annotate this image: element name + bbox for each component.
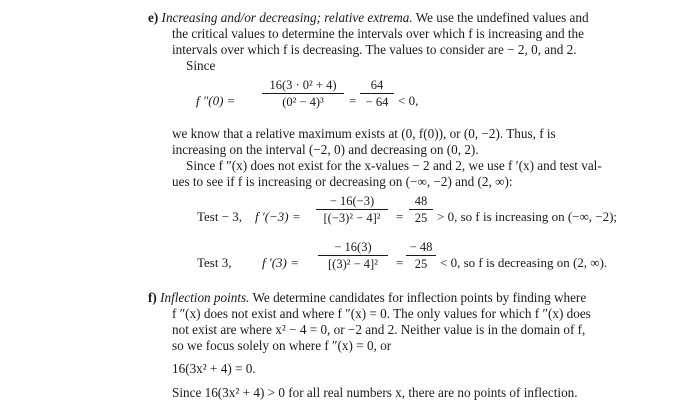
section-e-since: Since — [186, 58, 216, 73]
fraction-bar — [360, 93, 394, 94]
section-f-line4: so we focus solely on where f ″(x) = 0, or — [172, 338, 392, 353]
test2-denominator-2: 25 — [414, 257, 428, 271]
test1-label: Test − 3, — [197, 209, 243, 224]
section-f-line1: We determine candidates for inflection points by finding where — [249, 290, 587, 305]
eq1-fraction-2 — [360, 78, 394, 109]
section-e-line3: intervals over which f is decreasing. The values to consider are − 2, 0, and 2. — [172, 42, 577, 57]
section-f-first-line — [148, 290, 586, 305]
section-f-equation: 16(3x² + 4) = 0. — [172, 361, 256, 376]
fraction-bar — [262, 93, 344, 94]
test2-label: Test 3, — [197, 255, 232, 270]
test2-numerator-1: − 16(3) — [334, 240, 372, 254]
eq1-denominator-1: (0² − 4)³ — [282, 95, 324, 109]
test1-numerator-1: − 16(−3) — [329, 194, 375, 208]
fraction-bar — [318, 255, 388, 256]
test2-numerator-2: − 48 — [409, 240, 433, 254]
section-e-line5: increasing on the interval (−2, 0) and decreasing on (0, 2). — [172, 142, 479, 157]
eq1-denominator-2: − 64 — [365, 95, 389, 109]
section-e-line2: the critical values to determine the intervals over which f is increasing and the — [172, 26, 584, 41]
test1-denominator-1: [(−3)² − 4]² — [323, 211, 381, 225]
test2-fraction-1 — [318, 240, 388, 271]
test1-rhs: > 0, so f is increasing on (−∞, −2); — [437, 209, 618, 224]
eq1-numerator-1: 16(3 · 0² + 4) — [269, 78, 337, 92]
section-e-heading: Increasing and/or decreasing; relative extrema. — [161, 10, 413, 25]
section-f-heading: Inflection points. — [160, 290, 250, 305]
section-e-line4: we know that a relative maximum exists at (0, f(0)), or (0, −2). Thus, f is — [172, 126, 556, 141]
section-f-line3: not exist are where x² − 4 = 0, or −2 and 2. Neither value is in the domain of f, — [172, 322, 586, 337]
test1-fraction-2 — [409, 194, 433, 225]
section-e-line6: Since f ″(x) does not exist for the x-values − 2 and 2, we use f ′(x) and test val- — [186, 158, 602, 173]
eq1-equals: = — [349, 93, 357, 108]
section-e-line1: We use the undefined values and — [412, 10, 589, 25]
section-e-line7: ues to see if f is increasing or decreasing on (−∞, −2) and (2, ∞): — [172, 174, 513, 189]
test2-fraction-2 — [406, 240, 436, 271]
fraction-bar — [406, 255, 436, 256]
fraction-bar — [316, 209, 388, 210]
test1-lhs: f ′(−3) = — [255, 209, 301, 224]
section-f-label: f) — [148, 290, 157, 305]
test2-lhs: f ′(3) = — [262, 255, 299, 270]
fraction-bar — [409, 209, 433, 210]
test1-fraction-1 — [316, 194, 388, 225]
eq1-rhs: < 0, — [398, 93, 419, 108]
section-e-label: e) — [148, 10, 159, 25]
test1-numerator-2: 48 — [414, 194, 428, 208]
section-f-line5: Since 16(3x² + 4) > 0 for all real numbers x, there are no points of inflection. — [172, 385, 578, 400]
eq1-lhs: f ″(0) = — [196, 93, 236, 108]
eq1-numerator-2: 64 — [370, 78, 384, 92]
test2-rhs: < 0, so f is decreasing on (2, ∞). — [440, 255, 608, 270]
section-f-line2: f ″(x) does not exist and where f ″(x) = 0. The only values for which f ″(x) does — [172, 306, 591, 321]
test1-equals: = — [396, 209, 404, 224]
test2-denominator-1: [(3)² − 4]² — [328, 257, 378, 271]
test1-denominator-2: 25 — [414, 211, 428, 225]
section-e-first-line — [148, 10, 589, 25]
test2-equals: = — [396, 255, 404, 270]
eq1-fraction-1 — [262, 78, 344, 109]
